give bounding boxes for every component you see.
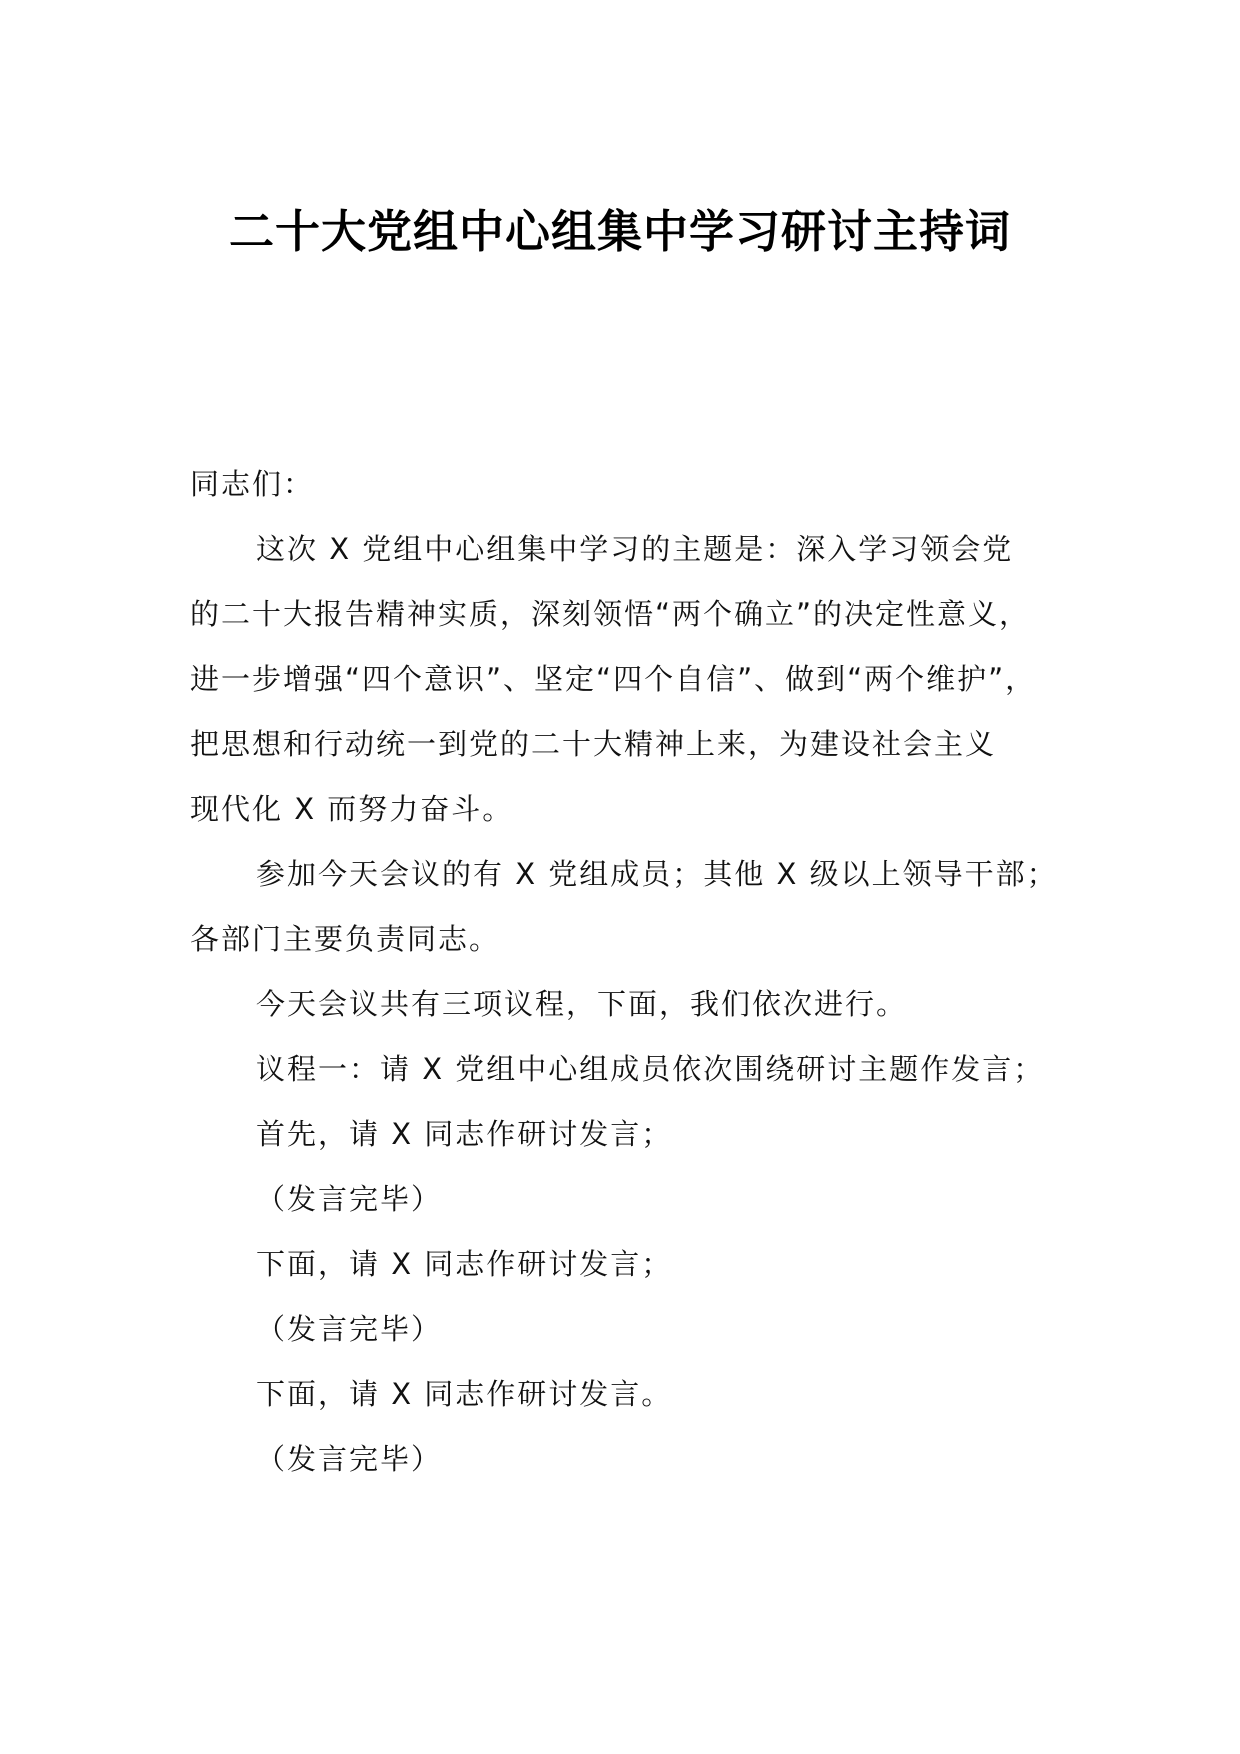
paragraph-line: 这次 X 党组中心组集中学习的主题是：深入学习领会党: [256, 532, 1014, 566]
document-title: 二十大党组中心组集中学习研讨主持词: [228, 205, 1011, 258]
agenda-line: （发言完毕）: [256, 1312, 443, 1346]
agenda-line: 下面，请 X 同志作研讨发言；: [256, 1247, 673, 1281]
agenda-line: 首先，请 X 同志作研讨发言；: [256, 1117, 673, 1151]
document-body: [190, 452, 1080, 1492]
paragraph-line: 把思想和行动统一到党的二十大精神上来，为建设社会主义: [190, 727, 997, 761]
agenda-line: （发言完毕）: [256, 1442, 443, 1476]
agenda-line: （发言完毕）: [256, 1182, 443, 1216]
salutation-line: 同志们：: [190, 467, 315, 501]
paragraph-line: 的二十大报告精神实质，深刻领悟“两个确立”的决定性意义，: [190, 597, 1031, 631]
paragraph-line: 进一步增强“四个意识”、坚定“四个自信”、做到“两个维护”，: [190, 662, 1037, 696]
agenda-line: 下面，请 X 同志作研讨发言。: [256, 1377, 673, 1411]
paragraph-line: 各部门主要负责同志。: [190, 922, 501, 956]
paragraph-line: 今天会议共有三项议程，下面，我们依次进行。: [256, 987, 908, 1021]
paragraph-line: 参加今天会议的有 X 党组成员；其他 X 级以上领导干部；: [256, 857, 1058, 891]
paragraph-line: 现代化 X 而努力奋斗。: [190, 792, 514, 826]
agenda-line: 议程一：请 X 党组中心组成员依次围绕研讨主题作发言；: [256, 1052, 1045, 1086]
